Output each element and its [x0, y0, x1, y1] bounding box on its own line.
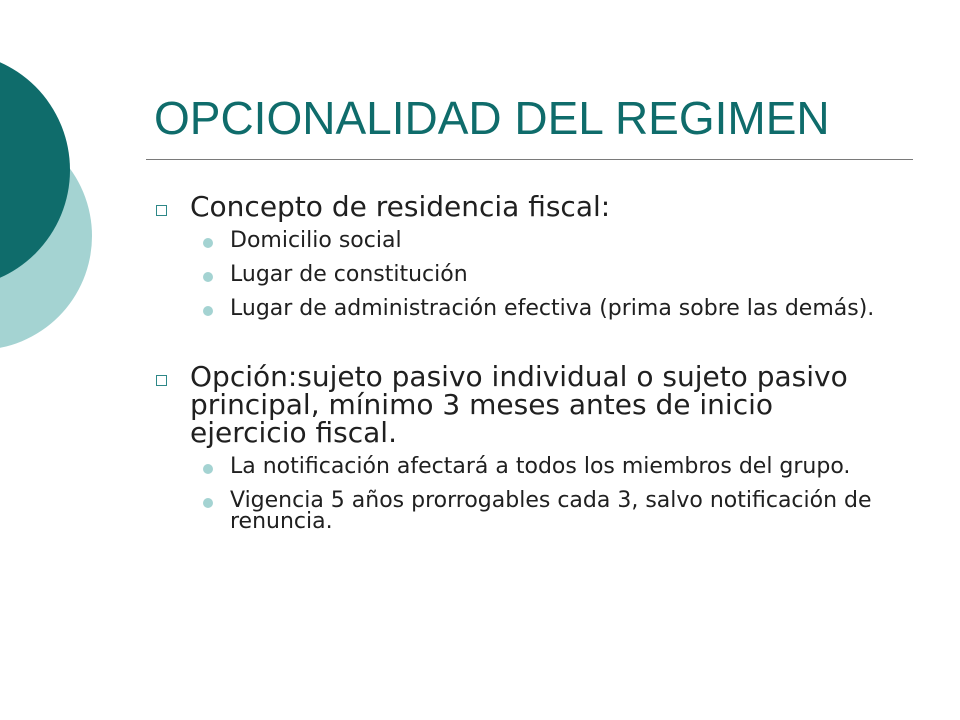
decorative-circles	[0, 0, 110, 400]
sub-bullet-item	[152, 230, 892, 251]
filled-circle-bullet-icon	[203, 464, 213, 474]
sub-bullet-text: Domicilio social	[230, 228, 402, 253]
hollow-square-bullet-icon	[156, 375, 167, 386]
bullet-text: Concepto de residencia fiscal:	[190, 190, 611, 223]
sub-bullet-item	[152, 298, 892, 319]
bullet-item-opcion	[152, 360, 892, 449]
bullet-text: Opción:sujeto pasivo individual o sujeto pasivo principal, mínimo 3 meses antes de inicio ejercicio fiscal.	[190, 360, 848, 449]
sub-bullet-text: Lugar de administración efectiva (prima sobre las demás).	[230, 296, 875, 321]
filled-circle-bullet-icon	[203, 272, 213, 282]
sub-bullet-text: Vigencia 5 años prorrogables cada 3, salvo notificación de renuncia.	[230, 488, 872, 534]
sub-bullet-text: La notificación afectará a todos los miembros del grupo.	[230, 454, 851, 479]
sub-bullet-item	[152, 490, 892, 532]
slide-title: OPCIONALIDAD DEL REGIMEN	[154, 92, 830, 144]
sub-bullet-list	[152, 456, 892, 532]
sub-bullet-list	[152, 230, 892, 319]
bullet-spacer	[152, 332, 892, 363]
sub-bullet-text: Lugar de constitución	[230, 262, 468, 287]
sub-bullet-item	[152, 264, 892, 285]
bullet-item-residencia	[152, 190, 892, 223]
sub-bullet-item	[152, 456, 892, 477]
filled-circle-bullet-icon	[203, 238, 213, 248]
bullet-list	[152, 190, 892, 545]
filled-circle-bullet-icon	[203, 306, 213, 316]
filled-circle-bullet-icon	[203, 498, 213, 508]
hollow-square-bullet-icon	[156, 205, 167, 216]
title-divider	[146, 159, 913, 160]
